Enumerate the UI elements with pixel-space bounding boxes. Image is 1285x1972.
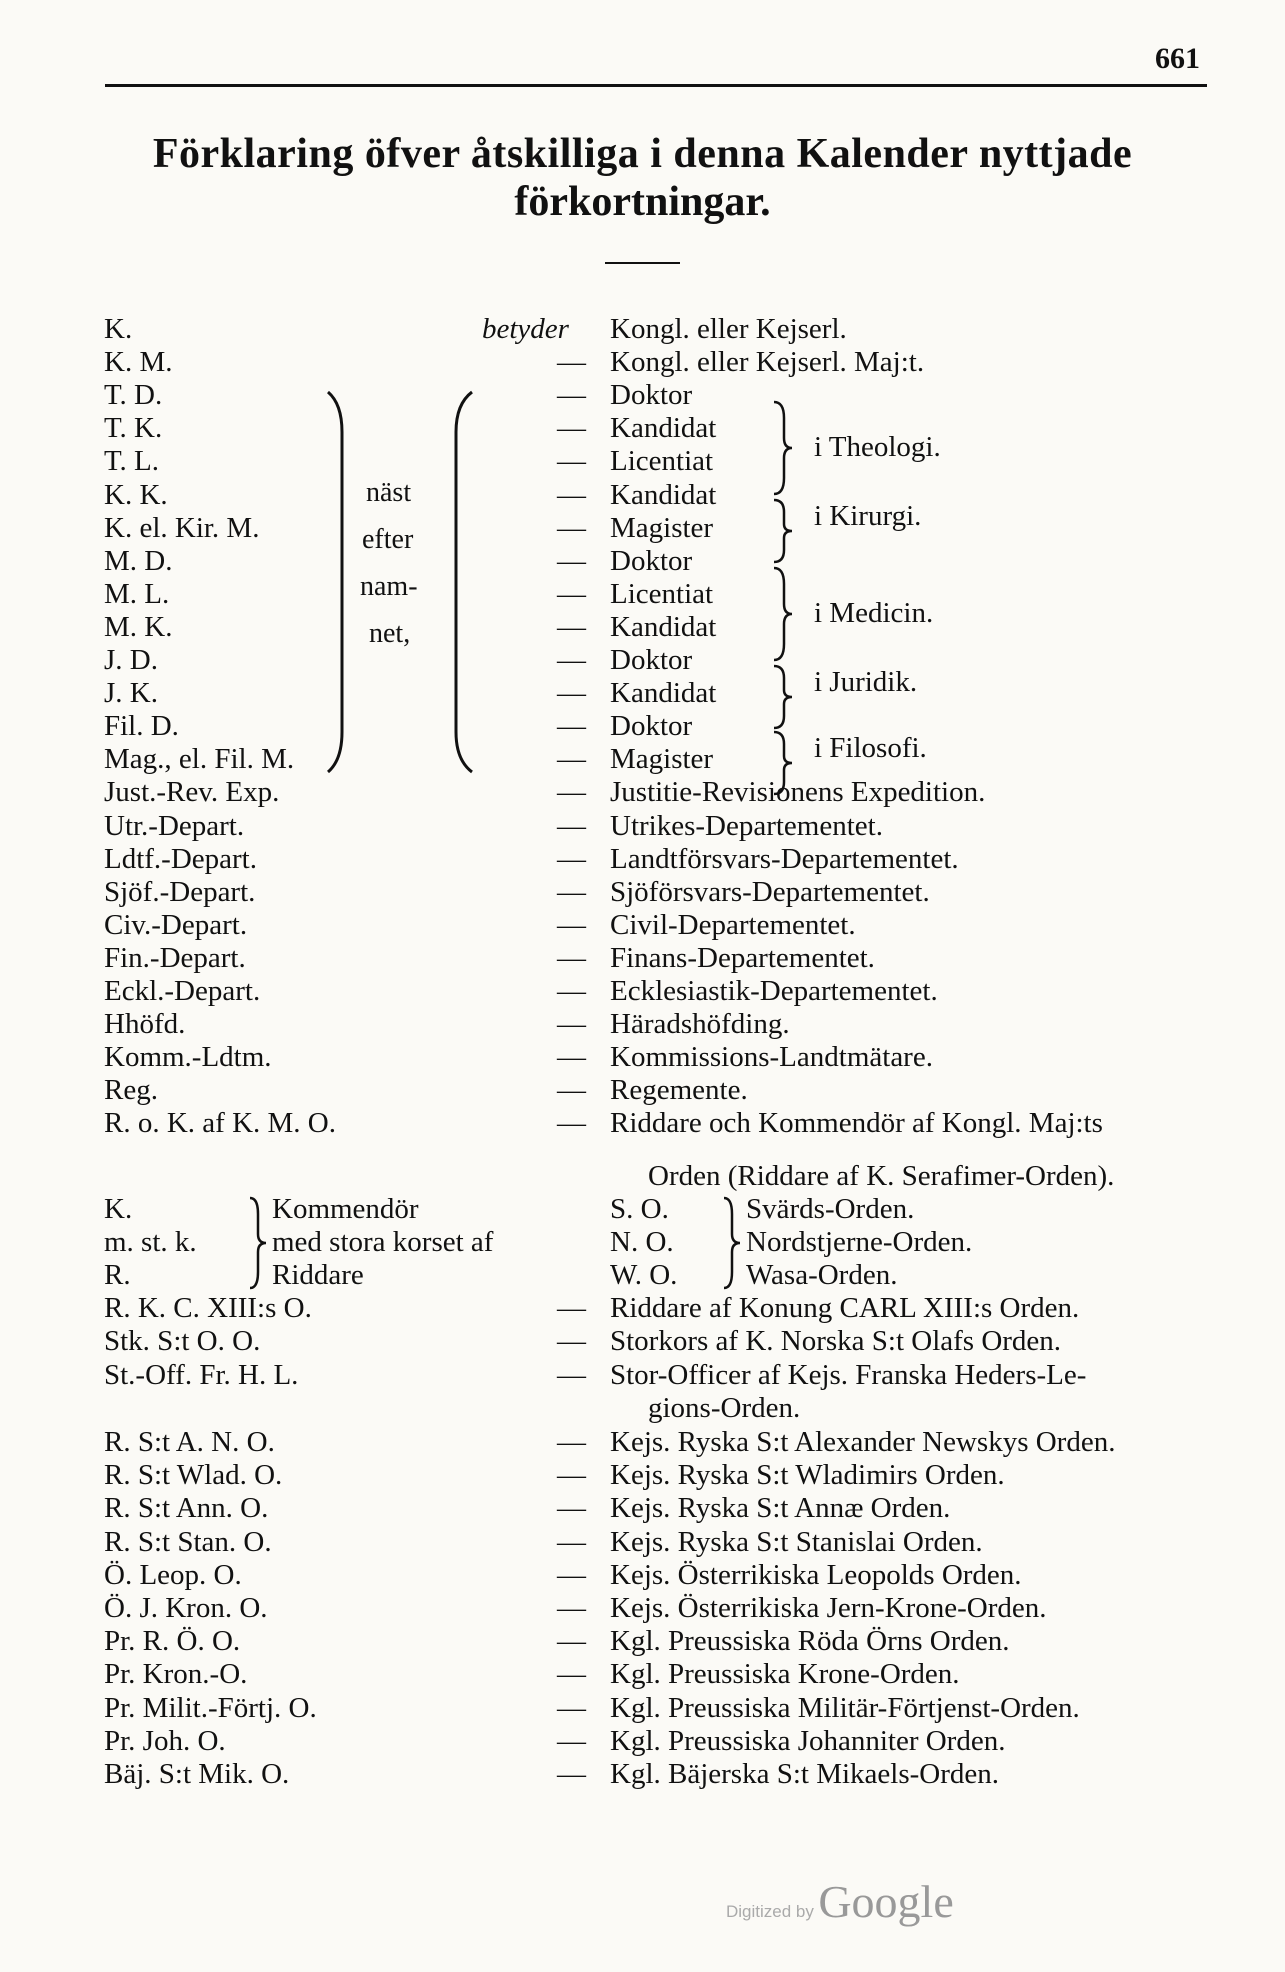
dash: — (557, 346, 586, 379)
brace-kirurgi (770, 498, 800, 564)
title-divider (605, 262, 680, 264)
definition: Storkors af K. Norska S:t Olafs Orden. (610, 1325, 1062, 1358)
dash: — (557, 1592, 586, 1624)
dash: — (557, 1074, 586, 1107)
abbreviation: Pr. Joh. O. (104, 1724, 226, 1757)
definition: Kgl. Bäjerska S:t Mikaels-Orden. (610, 1758, 1000, 1790)
abbreviation: Reg. (104, 1074, 158, 1107)
abbreviation: Komm.-Ldtm. (104, 1041, 272, 1074)
definition: Doktor (610, 379, 693, 412)
abbreviation: K. (104, 313, 133, 345)
dash: — (557, 412, 586, 445)
dash: — (557, 1325, 586, 1358)
dash: — (557, 1008, 586, 1041)
abbreviation: Pr. Kron.-O. (104, 1658, 248, 1691)
definition: Kejs. Österrikiska Leopolds Orden. (610, 1558, 1022, 1591)
abbreviation-row (0, 710, 1285, 743)
bracket-word-2: efter (362, 524, 414, 555)
dash: — (557, 710, 586, 743)
definition: Licentiat (610, 577, 714, 610)
definition: Finans-Departementet. (610, 941, 875, 974)
abbreviation: Hhöfd. (104, 1008, 186, 1041)
order-right-abbr-1: S. O. (610, 1193, 669, 1225)
definition: Kongl. eller Kejserl. Maj:t. (610, 346, 925, 379)
abbreviation-row (0, 743, 1285, 776)
abbreviation-row (0, 1692, 1285, 1725)
definition: Kejs. Ryska S:t Alexander Newskys Orden. (610, 1426, 1116, 1458)
abbreviation-row (0, 1008, 1285, 1041)
subject-kirurgi: i Kirurgi. (814, 500, 922, 532)
abbreviation: Mag., el. Fil. M. (104, 743, 295, 776)
subject-medicin: i Medicin. (814, 597, 934, 629)
abbreviation-row (0, 578, 1285, 611)
abbreviation: R. K. C. XIII:s O. (104, 1292, 312, 1324)
dash: — (557, 544, 586, 577)
definition: Kandidat (610, 677, 717, 710)
continuation-rko: Orden (Riddare af K. Serafimer-Orden). (648, 1160, 1115, 1192)
order-left-def-2: med stora korset af (272, 1226, 494, 1258)
digitized-by-google-watermark (726, 1875, 954, 1928)
dash: — (557, 776, 586, 809)
abbreviation: M. L. (104, 577, 170, 610)
dash: — (557, 1558, 586, 1591)
abbreviation-row (0, 1658, 1285, 1691)
dash: — (557, 379, 586, 412)
abbreviation: Pr. R. Ö. O. (104, 1625, 241, 1658)
betyder-label: betyder (482, 313, 569, 345)
abbreviation-row (0, 942, 1285, 975)
bracket-word-1: näst (366, 477, 412, 508)
abbreviation-row (0, 876, 1285, 909)
abbreviation-row (0, 379, 1285, 412)
definition: Licentiat (610, 445, 714, 478)
left-paren-bracket (320, 392, 380, 772)
definition: Landtförsvars-Departementet. (610, 842, 959, 875)
bracket-word-3: nam- (360, 571, 418, 602)
abbreviation: T. K. (104, 412, 163, 445)
dash: — (557, 1724, 586, 1757)
dash: — (557, 1492, 586, 1525)
abbreviation: K. M. (104, 346, 173, 379)
definition: Doktor (610, 644, 693, 676)
dash: — (557, 1758, 586, 1790)
abbreviation: K. K. (104, 478, 168, 511)
dash: — (557, 445, 586, 478)
abbreviation-row (0, 346, 1285, 379)
definition: Civil-Departementet. (610, 908, 856, 941)
page-title: Förklaring öfver åtskilliga i denna Kalender nyttjade (152, 131, 1133, 177)
abbreviation-row (0, 1592, 1285, 1625)
definition: Riddare och Kommendör af Kongl. Maj:ts (610, 1107, 1103, 1140)
dash: — (557, 644, 586, 676)
definition: Kejs. Österrikiska Jern-Krone-Orden. (610, 1592, 1047, 1624)
abbreviation: M. D. (104, 544, 173, 577)
footer-digitized: Digitized by (726, 1902, 814, 1921)
abbreviation-row (0, 843, 1285, 876)
abbreviation-row (0, 412, 1285, 445)
definition: Kgl. Preussiska Johanniter Orden. (610, 1724, 1006, 1757)
order-right-def-3: Wasa-Orden. (746, 1259, 898, 1291)
abbreviation: Bäj. S:t Mik. O. (104, 1758, 290, 1790)
definition: Kandidat (610, 610, 717, 643)
page-number: 661 (1155, 42, 1200, 75)
abbreviation-row (0, 1426, 1285, 1459)
abbreviation-row (0, 1526, 1285, 1559)
dash: — (557, 743, 586, 776)
order-right-def-1: Svärds-Orden. (746, 1193, 915, 1225)
abbreviation-row (0, 1758, 1285, 1791)
abbreviation-row (0, 975, 1285, 1008)
abbreviation: Pr. Milit.-Förtj. O. (104, 1691, 317, 1724)
order-left-def-3: Riddare (272, 1259, 364, 1291)
definition: Doktor (610, 544, 693, 577)
dash: — (557, 1426, 586, 1458)
definition: Sjöförsvars-Departementet. (610, 875, 930, 908)
abbreviation: Ö. J. Kron. O. (104, 1592, 268, 1624)
dash: — (557, 511, 586, 544)
brace-filosofi (770, 730, 800, 796)
brace-theologi (770, 398, 800, 498)
abbreviation: Just.-Rev. Exp. (104, 776, 280, 809)
definition: Häradshöfding. (610, 1008, 790, 1041)
abbreviation: R. S:t A. N. O. (104, 1426, 275, 1458)
page-title-line2: förkortningar. (514, 179, 771, 225)
definition: Kgl. Preussiska Militär-Förtjenst-Orden. (610, 1691, 1080, 1724)
order-left-def-1: Kommendör (272, 1193, 419, 1225)
abbreviation-row (0, 1107, 1285, 1140)
definition: Kommissions-Landtmätare. (610, 1041, 933, 1074)
definition: Justitie-Revisionens Expedition. (610, 776, 986, 809)
abbreviation: R. S:t Stan. O. (104, 1525, 272, 1558)
header-rule (105, 84, 1207, 87)
order-left-abbr-3: R. (104, 1259, 131, 1291)
definition: Kgl. Preussiska Röda Örns Orden. (610, 1625, 1010, 1658)
right-paren-bracket (438, 392, 498, 772)
abbreviation: T. L. (104, 445, 160, 478)
brace-juridik (770, 664, 800, 730)
abbreviation: T. D. (104, 379, 163, 412)
abbreviation-row (0, 1459, 1285, 1492)
subject-filosofi: i Filosofi. (814, 732, 927, 764)
dash: — (557, 478, 586, 511)
abbreviation: J. K. (104, 677, 158, 710)
dash: — (557, 1358, 586, 1391)
abbreviation: St.-Off. Fr. H. L. (104, 1358, 299, 1391)
bracket-word-4: net, (369, 618, 411, 649)
abbreviation: R. o. K. af K. M. O. (104, 1107, 336, 1140)
dash: — (557, 809, 586, 842)
abbreviation-row (0, 909, 1285, 942)
dash: — (557, 1525, 586, 1558)
footer-google: Google (818, 1876, 954, 1927)
definition: Doktor (610, 710, 693, 743)
order-right-abbr-3: W. O. (610, 1259, 678, 1291)
brace-orders-right (720, 1194, 746, 1292)
abbreviation-row (0, 479, 1285, 512)
abbreviation: Stk. S:t O. O. (104, 1325, 261, 1358)
definition: Ecklesiastik-Departementet. (610, 975, 938, 1007)
abbreviation: Fil. D. (104, 710, 179, 743)
abbreviation: J. D. (104, 644, 158, 676)
dash: — (557, 975, 586, 1007)
abbreviation: Utr.-Depart. (104, 809, 245, 842)
abbreviation-row (0, 445, 1285, 478)
definition: Magister (610, 743, 714, 776)
dash: — (557, 1292, 586, 1324)
abbreviation-row (0, 1041, 1285, 1074)
definition: Kejs. Ryska S:t Wladimirs Orden. (610, 1459, 1005, 1492)
dash: — (557, 875, 586, 908)
definition: Magister (610, 511, 714, 544)
abbreviation: Civ.-Depart. (104, 908, 248, 941)
dash: — (557, 1691, 586, 1724)
abbreviation-row (0, 1559, 1285, 1592)
definition: Kgl. Preussiska Krone-Orden. (610, 1658, 960, 1691)
abbreviation: Fin.-Depart. (104, 941, 246, 974)
dash: — (557, 941, 586, 974)
definition: Utrikes-Departementet. (610, 809, 883, 842)
abbreviation-row (0, 1325, 1285, 1358)
abbreviation-row (0, 545, 1285, 578)
abbreviation-row (0, 1625, 1285, 1658)
dash: — (557, 1459, 586, 1492)
dash: — (557, 1107, 586, 1140)
abbreviation: Sjöf.-Depart. (104, 875, 256, 908)
dash: — (557, 842, 586, 875)
definition: Kongl. eller Kejserl. (610, 313, 847, 345)
order-right-def-2: Nordstjerne-Orden. (746, 1226, 973, 1258)
abbreviation-row (0, 1292, 1285, 1325)
abbreviation-row (0, 776, 1285, 809)
brace-medicin (770, 564, 800, 664)
definition: Kejs. Ryska S:t Stanislai Orden. (610, 1525, 983, 1558)
abbreviation-row (0, 313, 1285, 346)
dash: — (557, 577, 586, 610)
order-right-abbr-2: N. O. (610, 1226, 674, 1258)
abbreviation-row (0, 644, 1285, 677)
abbreviation-row (0, 611, 1285, 644)
definition: Stor-Officer af Kejs. Franska Heders-Le- (610, 1358, 1087, 1391)
definition: Kandidat (610, 478, 717, 511)
abbreviation: Ö. Leop. O. (104, 1558, 242, 1591)
order-left-abbr-1: K. (104, 1193, 133, 1225)
dash: — (557, 1041, 586, 1074)
abbreviation-row (0, 1074, 1285, 1107)
dash: — (557, 610, 586, 643)
abbreviation-row (0, 1359, 1285, 1392)
dash: — (557, 1658, 586, 1691)
order-left-abbr-2: m. st. k. (104, 1226, 197, 1258)
abbreviation-row (0, 810, 1285, 843)
brace-orders-left (246, 1194, 272, 1292)
dash: — (557, 908, 586, 941)
definition: Kandidat (610, 412, 717, 445)
abbreviation-row (0, 512, 1285, 545)
subject-theologi: i Theologi. (814, 431, 941, 463)
abbreviation: R. S:t Wlad. O. (104, 1459, 283, 1492)
dash: — (557, 677, 586, 710)
subject-juridik: i Juridik. (814, 666, 918, 698)
abbreviation: R. S:t Ann. O. (104, 1492, 269, 1525)
abbreviation-row (0, 1492, 1285, 1525)
abbreviation: Ldtf.-Depart. (104, 842, 257, 875)
abbreviation-row (0, 1725, 1285, 1758)
dash: — (557, 1625, 586, 1658)
abbreviation: K. el. Kir. M. (104, 511, 260, 544)
abbreviation-row (0, 677, 1285, 710)
definition: Kejs. Ryska S:t Annæ Orden. (610, 1492, 951, 1525)
abbreviation: Eckl.-Depart. (104, 975, 261, 1007)
abbreviation: M. K. (104, 610, 173, 643)
definition: Regemente. (610, 1074, 748, 1107)
continuation-legion: gions-Orden. (648, 1392, 801, 1424)
definition: Riddare af Konung CARL XIII:s Orden. (610, 1292, 1080, 1324)
